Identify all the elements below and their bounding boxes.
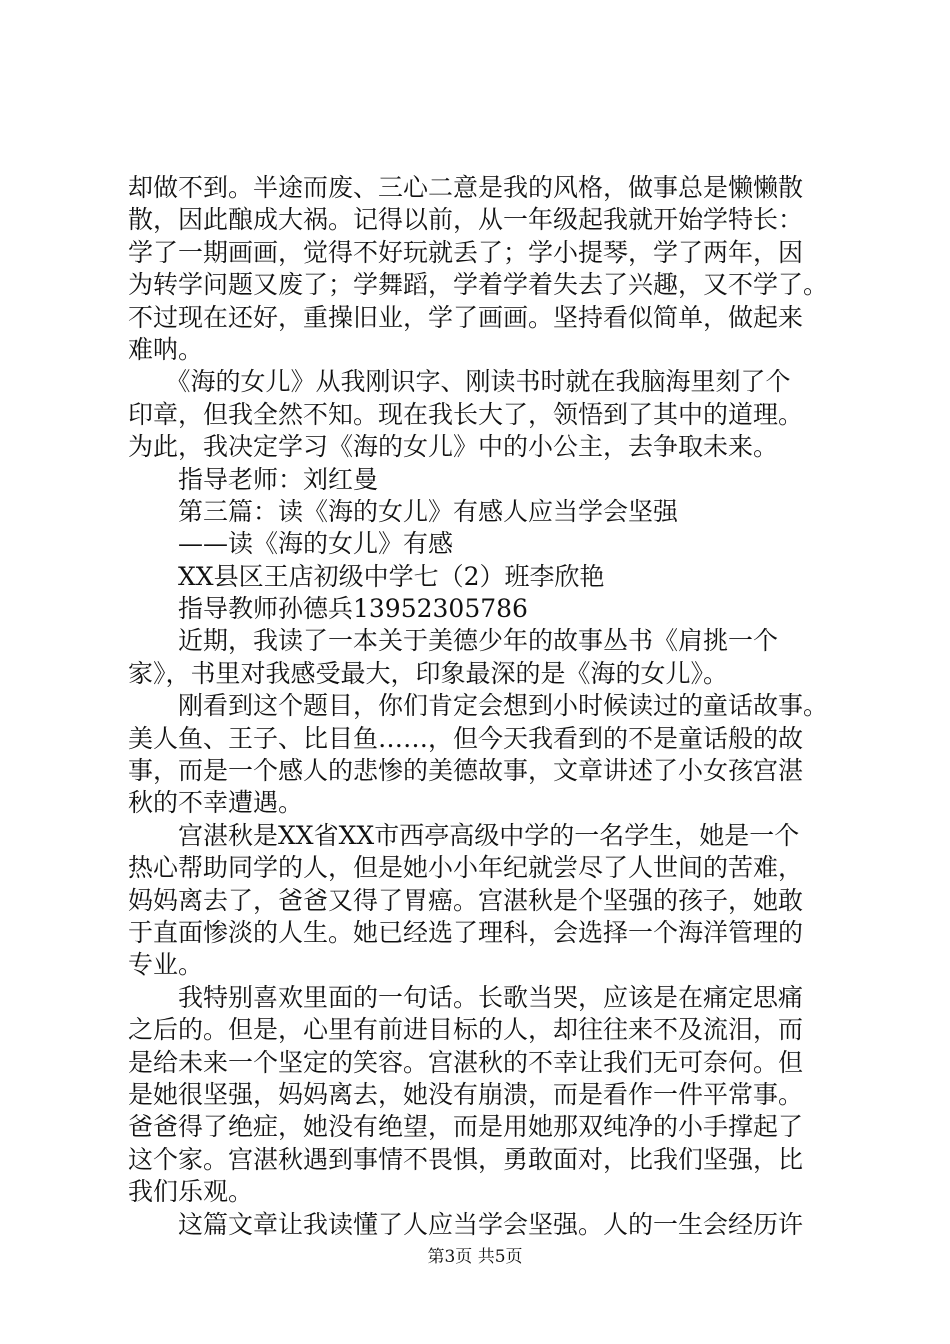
text-line: 专业。 [128, 950, 204, 980]
text-line: 指导老师：刘红曼 [128, 464, 379, 494]
text-line: 却做不到。半途而废、三心二意是我的风格，做事总是懒懒散 [128, 173, 804, 202]
text-line: 我们乐观。 [128, 1177, 254, 1207]
text-line: 妈妈离去了，爸爸又得了胃癌。宫湛秋是个坚强的孩子，她敢 [128, 885, 804, 915]
text-line: 我特别喜欢里面的一句话。长歌当哭，应该是在痛定思痛 [128, 982, 804, 1012]
text-line: 爸爸得了绝症，她没有绝望，而是用她那双纯净的小手撑起了 [128, 1112, 804, 1142]
text-line: 秋的不幸遭遇。 [128, 788, 304, 818]
text-line: 这篇文章让我读懂了人应当学会坚强。人的一生会经历许 [128, 1209, 804, 1239]
text-line: 印章，但我全然不知。现在我长大了，领悟到了其中的道理。 [128, 399, 804, 429]
text-line: 于直面惨淡的人生。她已经选了理科，会选择一个海洋管理的 [128, 917, 804, 947]
text-line: 近期，我读了一本关于美德少年的故事丛书《肩挑一个 [128, 626, 779, 656]
text-line: 指导教师孙德兵13952305786 [128, 594, 528, 624]
text-line: 之后的。但是，心里有前进目标的人，却往往来不及流泪，而 [128, 1015, 804, 1045]
text-line: 散，因此酿成大祸。记得以前，从一年级起我就开始学特长： [128, 205, 804, 235]
text-line: 家》，书里对我感受最大，印象最深的是《海的女儿》。 [128, 658, 729, 688]
text-line: 学了一期画画，觉得不好玩就丢了；学小提琴，学了两年，因 [128, 237, 804, 267]
text-line: 事，而是一个感人的悲惨的美德故事，文章讲述了小女孩宫湛 [128, 756, 804, 786]
text-line: 美人鱼、王子、比目鱼……，但今天我看到的不是童话般的故 [128, 723, 804, 753]
text-line: 热心帮助同学的人，但是她小小年纪就尝尽了人世间的苦难， [128, 853, 804, 883]
text-line: 是她很坚强，妈妈离去，她没有崩溃，而是看作一件平常事。 [128, 1079, 804, 1109]
text-line: 为转学问题又废了；学舞蹈，学着学着失去了兴趣，又不学了。 [128, 270, 829, 300]
text-line: 宫湛秋是XX省XX市西亭高级中学的一名学生，她是一个 [128, 820, 800, 850]
text-line: ——读《海的女儿》有感 [128, 529, 454, 559]
text-line: 是给未来一个坚定的笑容。宫湛秋的不幸让我们无可奈何。但 [128, 1047, 804, 1077]
page-number-footer: 第3页 共5页 [427, 1247, 523, 1267]
text-line: 《海的女儿》从我刚识字、刚读书时就在我脑海里刻了个 [128, 367, 791, 397]
text-line: 不过现在还好，重操旧业，学了画画。坚持看似简单，做起来 [128, 302, 804, 332]
text-line: 难呐。 [128, 334, 204, 364]
text-line: 这个家。宫湛秋遇到事情不畏惧，勇敢面对，比我们坚强，比 [128, 1144, 804, 1174]
text-line: 为此，我决定学习《海的女儿》中的小公主，去争取未来。 [128, 432, 779, 462]
text-line: 刚看到这个题目，你们肯定会想到小时候读过的童话故事。 [128, 691, 829, 721]
text-line: 第三篇：读《海的女儿》有感人应当学会坚强 [128, 496, 679, 526]
text-line: XX县区王店初级中学七（2）班李欣艳 [128, 561, 605, 591]
body-text [128, 172, 840, 1241]
